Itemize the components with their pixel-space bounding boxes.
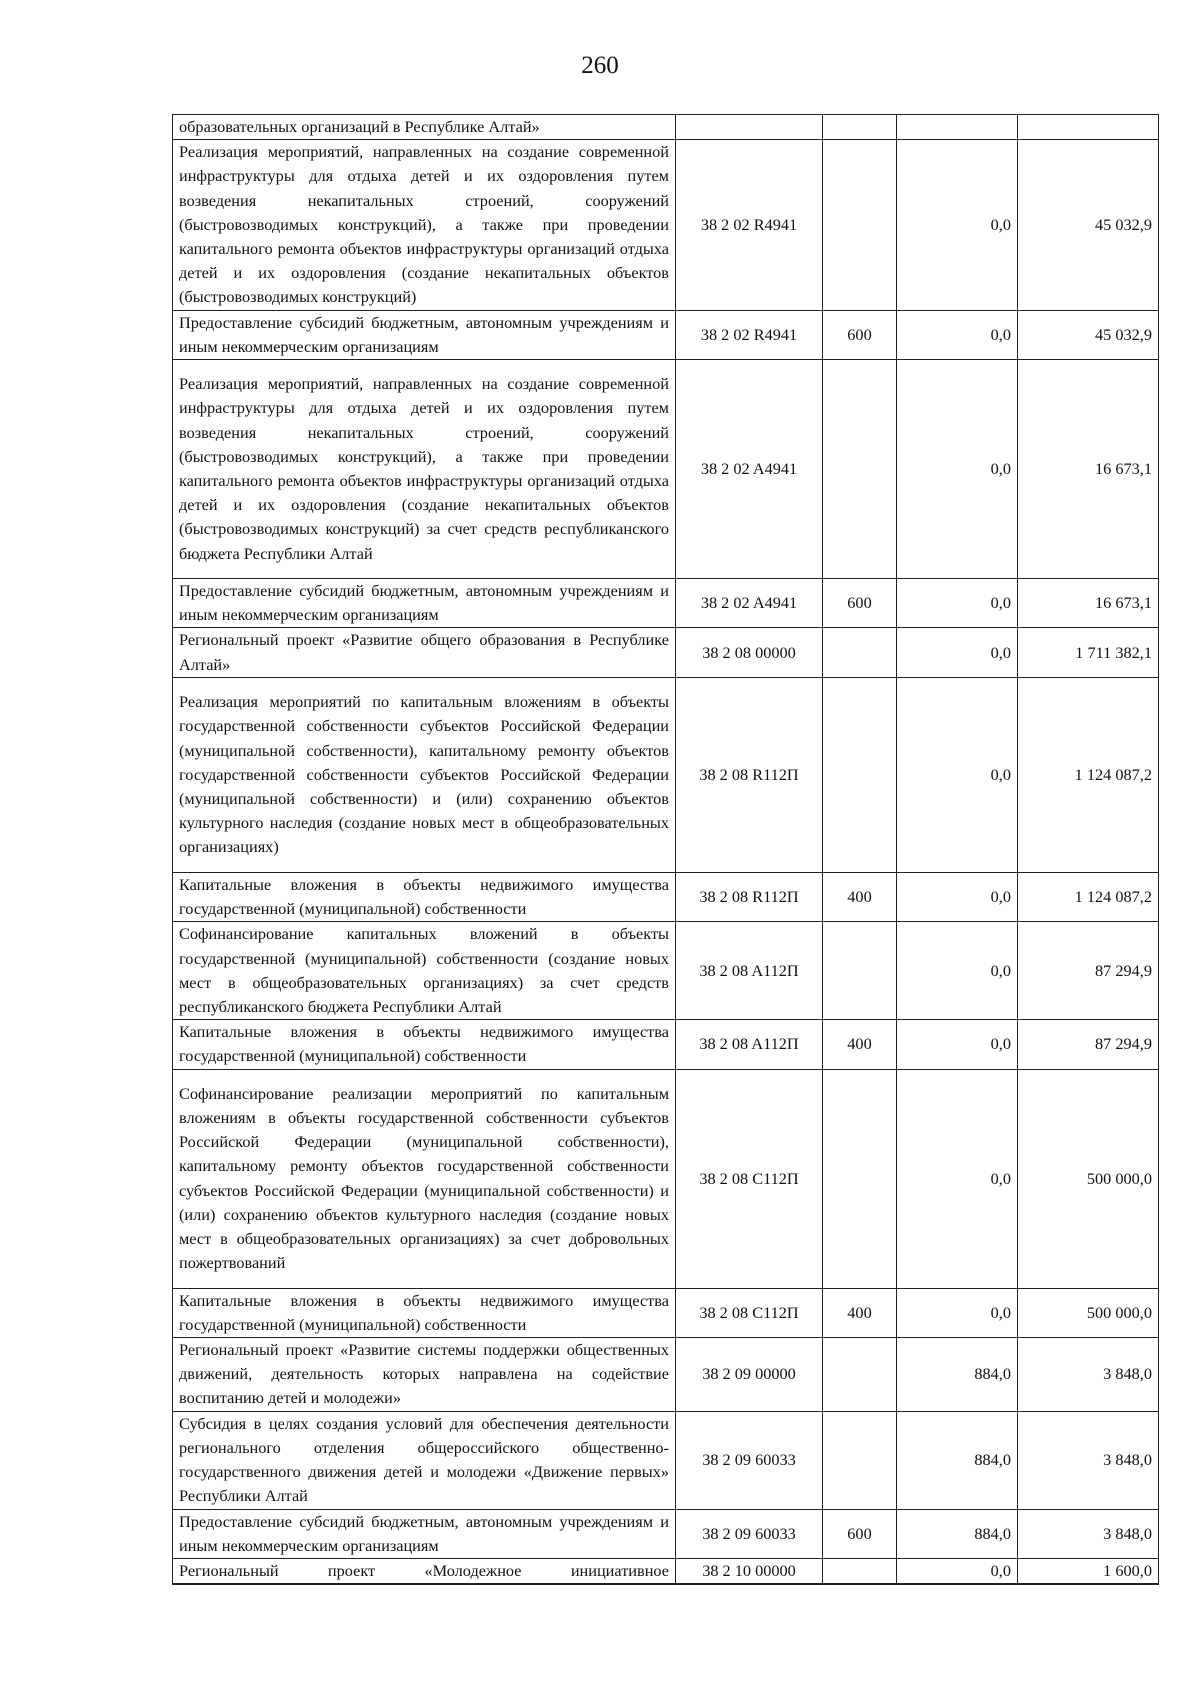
table-row — [173, 1288, 1159, 1337]
table-row — [173, 1338, 1159, 1412]
row-name: Реализация мероприятий, направленных на создание современной инфраструктуры для отдыха детей и их оздоровления путем возведения некапитальных строений, сооружений (быстровозводимых конструкций), а также при проведении капитального ремонта объектов инфраструктуры организаций отдыха детей и их оздоровления (создание некапитальных объектов (быстровозводимых конструкций) — [173, 140, 676, 310]
row-name: Реализация мероприятий по капитальным вложениям в объекты государственной собственности субъектов Российской Федерации (муниципальной собственности), капитальному ремонту объектов государственной собственности субъектов Российской Федерации (муниципальной собственности) и (или) сохранению объектов культурного наследия (создание новых мест в общеобразовательных организациях) — [173, 677, 676, 872]
budget-table-body — [173, 115, 1159, 1585]
row-name: Предоставление субсидий бюджетным, автономным учреждениям и иным некоммерческим организациям — [173, 579, 676, 628]
row-expense-type — [823, 1338, 897, 1412]
row-value-2: 1 124 087,2 — [1018, 677, 1159, 872]
row-code: 38 2 02 A4941 — [676, 579, 823, 628]
row-value-1: 0,0 — [897, 1288, 1018, 1337]
table-row — [173, 1020, 1159, 1069]
row-value-2: 1 711 382,1 — [1018, 628, 1159, 677]
row-value-2: 16 673,1 — [1018, 360, 1159, 579]
table-row — [173, 628, 1159, 677]
row-name: Капитальные вложения в объекты недвижимого имущества государственной (муниципальной) собственности — [173, 872, 676, 921]
row-name: Региональный проект «Развитие системы поддержки общественных движений, деятельность которых направлена на содействие воспитанию детей и молодежи» — [173, 1338, 676, 1412]
row-value-1: 0,0 — [897, 579, 1018, 628]
row-value-1: 0,0 — [897, 1559, 1018, 1585]
row-expense-type — [823, 1559, 897, 1585]
row-value-1: 0,0 — [897, 922, 1018, 1020]
row-value-2: 87 294,9 — [1018, 922, 1159, 1020]
row-value-1: 0,0 — [897, 628, 1018, 677]
row-expense-type — [823, 922, 897, 1020]
row-code: 38 2 08 A112П — [676, 922, 823, 1020]
row-value-1: 0,0 — [897, 310, 1018, 359]
table-row — [173, 115, 1159, 140]
row-value-1 — [897, 115, 1018, 140]
row-value-1: 884,0 — [897, 1338, 1018, 1412]
row-name: Софинансирование реализации мероприятий по капитальным вложениям в объекты государственной собственности субъектов Российской Федерации (муниципальной собственности), капитальному ремонту объектов государственной собственности субъектов Российской Федерации (муниципальной собственности) и (или) сохранению объектов культурного наследия (создание новых мест в общеобразовательных организациях) за счет добровольных пожертвований — [173, 1069, 676, 1288]
row-value-2: 1 600,0 — [1018, 1559, 1159, 1585]
table-row — [173, 922, 1159, 1020]
row-value-2: 3 848,0 — [1018, 1411, 1159, 1509]
row-value-2 — [1018, 115, 1159, 140]
table-row — [173, 872, 1159, 921]
row-expense-type — [823, 1069, 897, 1288]
row-value-2: 500 000,0 — [1018, 1069, 1159, 1288]
row-value-2: 45 032,9 — [1018, 140, 1159, 310]
row-code: 38 2 08 R112П — [676, 872, 823, 921]
row-value-1: 0,0 — [897, 140, 1018, 310]
table-row — [173, 140, 1159, 310]
row-expense-type — [823, 1411, 897, 1509]
table-row — [173, 1411, 1159, 1509]
row-code: 38 2 09 60033 — [676, 1509, 823, 1558]
row-expense-type — [823, 360, 897, 579]
row-value-2: 87 294,9 — [1018, 1020, 1159, 1069]
page-number: 260 — [581, 52, 619, 79]
row-value-1: 0,0 — [897, 1069, 1018, 1288]
row-expense-type: 600 — [823, 579, 897, 628]
row-code: 38 2 08 00000 — [676, 628, 823, 677]
table-row — [173, 310, 1159, 359]
row-expense-type: 600 — [823, 310, 897, 359]
row-value-2: 500 000,0 — [1018, 1288, 1159, 1337]
row-expense-type — [823, 677, 897, 872]
row-value-2: 45 032,9 — [1018, 310, 1159, 359]
row-code: 38 2 10 00000 — [676, 1559, 823, 1585]
row-code: 38 2 08 C112П — [676, 1069, 823, 1288]
budget-table — [172, 114, 1159, 1585]
row-value-2: 3 848,0 — [1018, 1509, 1159, 1558]
table-row — [173, 1559, 1159, 1585]
row-expense-type — [823, 115, 897, 140]
row-expense-type: 400 — [823, 872, 897, 921]
row-code: 38 2 02 A4941 — [676, 360, 823, 579]
row-code — [676, 115, 823, 140]
row-expense-type — [823, 140, 897, 310]
row-value-1: 884,0 — [897, 1509, 1018, 1558]
row-code: 38 2 02 R4941 — [676, 310, 823, 359]
table-row — [173, 579, 1159, 628]
row-code: 38 2 09 00000 — [676, 1338, 823, 1412]
table-row — [173, 677, 1159, 872]
row-value-2: 1 124 087,2 — [1018, 872, 1159, 921]
row-value-2: 16 673,1 — [1018, 579, 1159, 628]
table-row — [173, 1069, 1159, 1288]
row-name: образовательных организаций в Республике Алтай» — [173, 115, 676, 140]
row-value-1: 884,0 — [897, 1411, 1018, 1509]
row-expense-type — [823, 628, 897, 677]
row-name: Реализация мероприятий, направленных на создание современной инфраструктуры для отдыха детей и их оздоровления путем возведения некапитальных строений, сооружений (быстровозводимых конструкций), а также при проведении капитального ремонта объектов инфраструктуры организаций отдыха детей и их оздоровления (создание некапитальных объектов (быстровозводимых конструкций) за счет средств республиканского бюджета Республики Алтай — [173, 360, 676, 579]
row-name: Региональный проект «Молодежное инициативное — [173, 1559, 676, 1585]
row-code: 38 2 09 60033 — [676, 1411, 823, 1509]
row-name: Капитальные вложения в объекты недвижимого имущества государственной (муниципальной) собственности — [173, 1020, 676, 1069]
row-name: Предоставление субсидий бюджетным, автономным учреждениям и иным некоммерческим организациям — [173, 310, 676, 359]
row-value-1: 0,0 — [897, 677, 1018, 872]
row-name: Капитальные вложения в объекты недвижимого имущества государственной (муниципальной) собственности — [173, 1288, 676, 1337]
row-value-1: 0,0 — [897, 1020, 1018, 1069]
row-expense-type: 600 — [823, 1509, 897, 1558]
row-expense-type: 400 — [823, 1020, 897, 1069]
row-name: Субсидия в целях создания условий для обеспечения деятельности регионального отделения общероссийского общественно-государственного движения детей и молодежи «Движение первых» Республики Алтай — [173, 1411, 676, 1509]
row-name: Предоставление субсидий бюджетным, автономным учреждениям и иным некоммерческим организациям — [173, 1509, 676, 1558]
row-code: 38 2 08 R112П — [676, 677, 823, 872]
row-code: 38 2 08 A112П — [676, 1020, 823, 1069]
table-row — [173, 1509, 1159, 1558]
row-expense-type: 400 — [823, 1288, 897, 1337]
row-name: Софинансирование капитальных вложений в объекты государственной (муниципальной) собственности (создание новых мест в общеобразовательных организациях) за счет средств республиканского бюджета Республики Алтай — [173, 922, 676, 1020]
table-row — [173, 360, 1159, 579]
row-code: 38 2 08 C112П — [676, 1288, 823, 1337]
row-value-2: 3 848,0 — [1018, 1338, 1159, 1412]
row-value-1: 0,0 — [897, 360, 1018, 579]
row-code: 38 2 02 R4941 — [676, 140, 823, 310]
row-value-1: 0,0 — [897, 872, 1018, 921]
row-name: Региональный проект «Развитие общего образования в Республике Алтай» — [173, 628, 676, 677]
